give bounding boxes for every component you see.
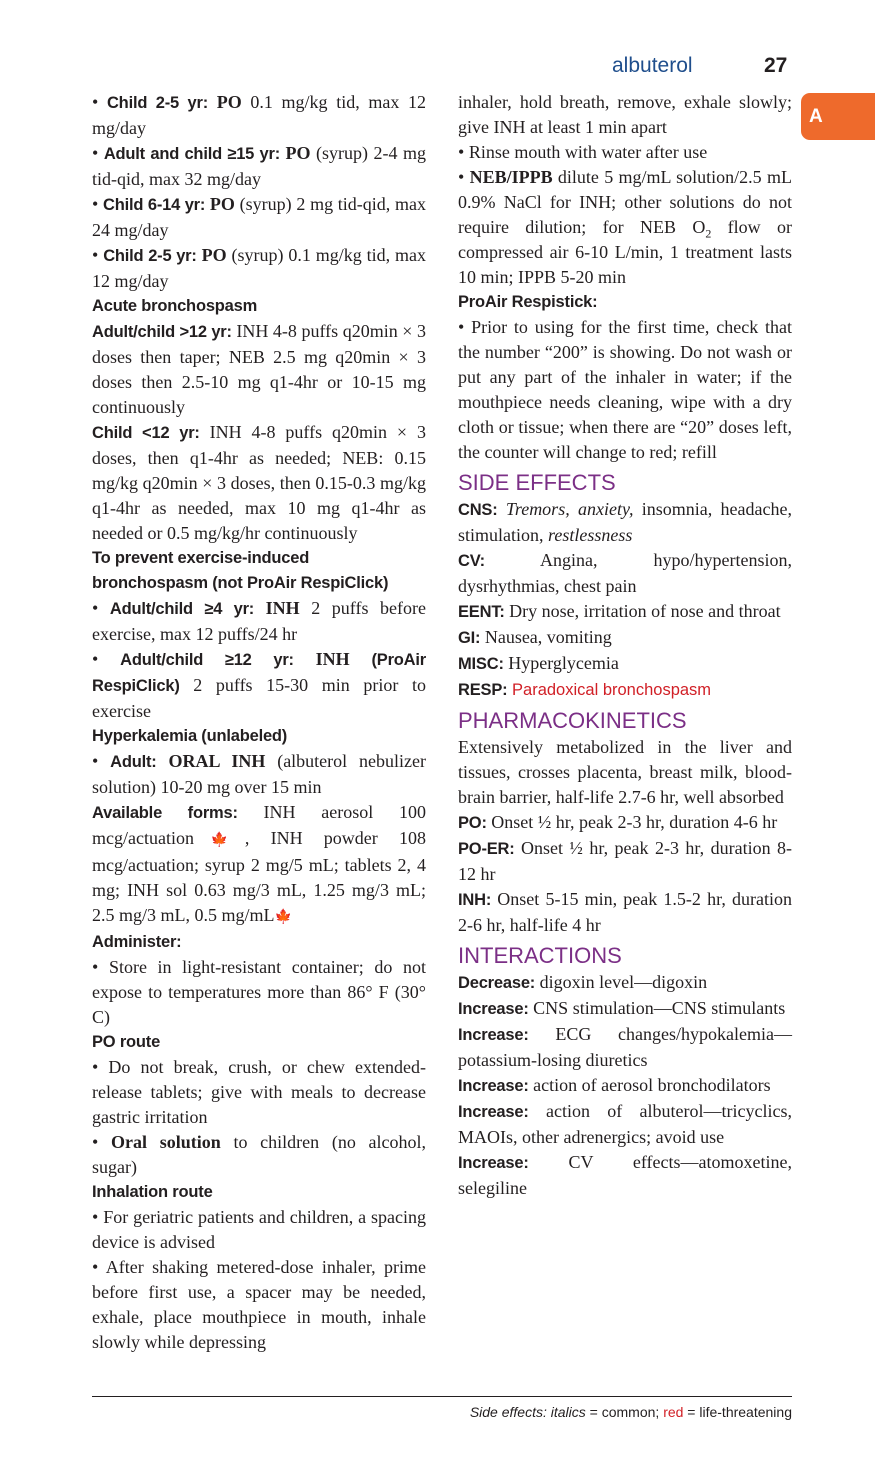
running-header xyxy=(0,54,875,84)
administer-heading: Administer: xyxy=(92,933,182,951)
oral-solution-text: • Oral solution to children (no alcohol, sugar) xyxy=(92,1132,426,1177)
po-route-text: • Do not break, crush, or chew extended-release tablets; give with meals to decrease gastric irritation xyxy=(92,1057,426,1127)
interaction-item: Increase: ECG changes/hypokalemia—potassium-losing diuretics xyxy=(458,1024,792,1070)
left-column xyxy=(92,90,426,1355)
interactions-heading: INTERACTIONS xyxy=(458,943,622,968)
footer-divider xyxy=(92,1396,792,1397)
acute-adult-dosage: Adult/child >12 yr: INH 4-8 puffs q20min × 3 doses then taper; NEB 2.5 mg q20min × 3 doses then 2.5-10 mg q1-4hr or 10-15 mg continuously xyxy=(92,321,426,417)
inhalation-spacer-text: • For geriatric patients and children, a spacing device is advised xyxy=(92,1207,426,1252)
eib-adult-4: • Adult/child ≥4 yr: INH 2 puffs before exercise, max 12 puffs/24 hr xyxy=(92,598,426,644)
hyperkalemia-dosage: • Adult: ORAL INH (albuterol nebulizer solution) 10-20 mg over 15 min xyxy=(92,751,426,797)
po-route-heading: PO route xyxy=(92,1033,161,1051)
available-forms: Available forms: INH aerosol 100 mcg/actuation🍁, INH powder 108 mcg/actuation; syrup 2 mg/5 mL; tablets 2, 4 mg; INH sol 0.63 mg/3 mL, 1.25 mg/3 mL; 2.5 mg/3 mL, 0.5 mg/mL🍁 xyxy=(92,802,426,925)
inhalation-continued: inhaler, hold breath, remove, exhale slowly; give INH at least 1 min apart xyxy=(458,92,792,137)
hyperkalemia-heading: Hyperkalemia (unlabeled) xyxy=(92,727,288,745)
pk-inh: INH: Onset 5-15 min, peak 1.5-2 hr, duration 2-6 hr, half-life 4 hr xyxy=(458,889,792,935)
neb-ippb: • NEB/IPPB dilute 5 mg/mL solution/2.5 mL 0.9% NaCl for INH; other solutions do not require dilution; for NEB $O_2$ flow or compressed air 6-10 L/min, 1 treatment lasts 10 min; IPPB 5-20 min xyxy=(458,167,792,287)
inhalation-route-heading: Inhalation route xyxy=(92,1183,213,1201)
alphabet-tab: A xyxy=(801,93,875,140)
maple-leaf-icon: 🍁 xyxy=(274,910,292,925)
acute-bronchospasm-heading: Acute bronchospasm xyxy=(92,297,258,315)
side-effect-misc: MISC: Hyperglycemia xyxy=(458,653,619,673)
rinse-mouth: • Rinse mouth with water after use xyxy=(458,142,708,162)
right-column xyxy=(458,90,792,1201)
pk-po-er: PO-ER: Onset ½ hr, peak 2-3 hr, duration 8-12 hr xyxy=(458,838,792,884)
interaction-item: Increase: action of albuterol—tricyclics, MAOIs, other adrenergics; avoid use xyxy=(458,1101,792,1147)
proair-heading: ProAir Respistick: xyxy=(458,293,598,311)
inhalation-mdi-text: • After shaking metered-dose inhaler, prime before first use, a spacer may be needed, exhale, place mouthpiece in mouth, inhale slowly while depressing xyxy=(92,1257,426,1352)
drug-name-header: albuterol xyxy=(612,54,693,77)
side-effect-cv: CV: Angina, hypo/hypertension, dysrhythmias, chest pain xyxy=(458,550,792,596)
interaction-item: Decrease: digoxin level—digoxin xyxy=(458,972,708,992)
dosage-child-2-5-po: • Child 2-5 yr: PO 0.1 mg/kg tid, max 12 mg/day xyxy=(92,92,427,138)
dosage-child-2-5-syrup: • Child 2-5 yr: PO (syrup) 0.1 mg/kg tid, max 12 mg/day xyxy=(92,245,426,291)
side-effect-cns: CNS: Tremors, anxiety, insomnia, headache, stimulation, restlessness xyxy=(458,499,792,545)
footer-legend: Side effects: italics = common; red = life-threatening xyxy=(469,1404,792,1420)
side-effects-heading: SIDE EFFECTS xyxy=(458,470,616,495)
eib-adult-12: • Adult/child ≥12 yr: INH (ProAir RespiClick) 2 puffs 15-30 min prior to exercise xyxy=(92,649,427,721)
dosage-adult-15-syrup: • Adult and child ≥15 yr: PO (syrup) 2-4 mg tid-qid, max 32 mg/day xyxy=(92,143,427,189)
side-effect-eent: EENT: Dry nose, irritation of nose and throat xyxy=(458,601,781,621)
maple-leaf-icon: 🍁 xyxy=(193,833,245,848)
administer-storage: • Store in light-resistant container; do not expose to temperatures more than 86° F (30° C) xyxy=(92,957,426,1027)
pk-po: PO: Onset ½ hr, peak 2-3 hr, duration 4-6 hr xyxy=(458,812,778,832)
interaction-item: Increase: action of aerosol bronchodilators xyxy=(458,1075,771,1095)
pharmacokinetics-text: Extensively metabolized in the liver and tissues, crosses placenta, breast milk, blood-brain barrier, half-life 2.7-6 hr, well absorbed xyxy=(458,737,792,807)
pharmacokinetics-heading: PHARMACOKINETICS xyxy=(458,708,687,733)
side-effect-gi: GI: Nausea, vomiting xyxy=(458,627,612,647)
interaction-item: Increase: CNS stimulation—CNS stimulants xyxy=(458,998,786,1018)
interaction-item: Increase: CV effects—atomoxetine, selegiline xyxy=(458,1152,792,1198)
acute-child-dosage: Child <12 yr: INH 4-8 puffs q20min × 3 doses, then q1-4hr as needed; NEB: 0.15 mg/kg q20min × 3 doses, then 0.15-0.3 mg/kg q1-4hr as needed, max 10 mg q1-4hr as needed or 0.5 mg/kg/hr continuously xyxy=(92,422,426,543)
page-number: 27 xyxy=(764,54,788,77)
dosage-child-6-14-syrup: • Child 6-14 yr: PO (syrup) 2 mg tid-qid, max 24 mg/day xyxy=(92,194,426,240)
proair-text: • Prior to using for the first time, check that the number “200” is showing. Do not wash or put any part of the inhaler in water; if the mouthpiece needs cleaning, wipe with a dry cloth or tissue; when there are “20” doses left, the counter will change to red; refill xyxy=(458,317,792,462)
side-effect-resp: RESP: Paradoxical bronchospasm xyxy=(458,681,712,699)
eib-heading: To prevent exercise-induced bronchospasm (not ProAir RespiClick) xyxy=(92,549,389,592)
